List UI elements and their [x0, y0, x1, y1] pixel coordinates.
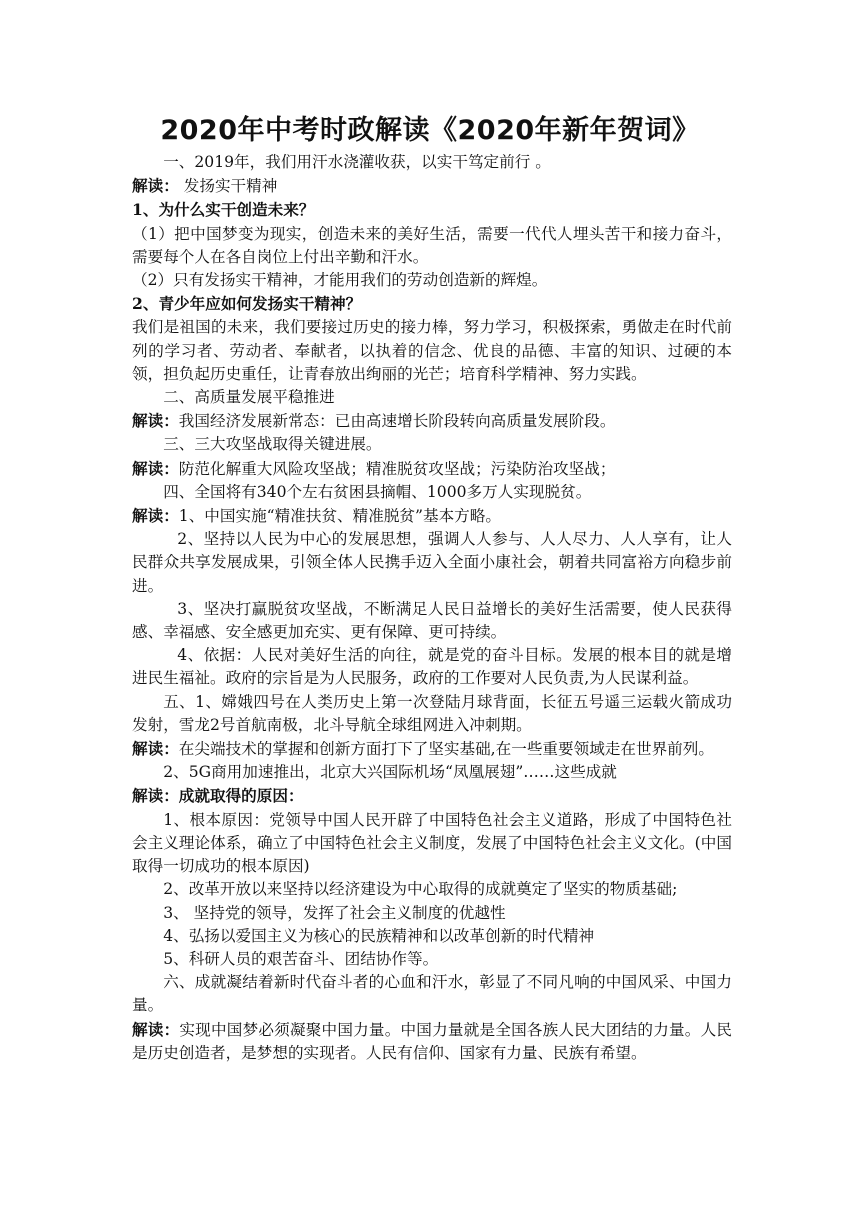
paragraph-text: 5、科研人员的艰苦奋斗、团结协作等。	[163, 949, 439, 968]
bold-text: 解读：	[132, 1019, 180, 1039]
paragraph	[132, 269, 732, 292]
bold-text: 解读：	[132, 739, 179, 759]
paragraph	[132, 784, 732, 808]
paragraph	[132, 761, 732, 784]
paragraph	[132, 292, 732, 316]
bold-text: 2、青少年应如何发扬实干精神？	[132, 294, 362, 314]
paragraph	[132, 316, 732, 386]
paragraph-text: 2、5G商用加速推出，北京大兴国际机场“凤凰展翅”……这些成就	[163, 763, 617, 782]
paragraph	[132, 528, 732, 598]
paragraph-text: （2）只有发扬实干精神，才能用我们的劳动创造新的辉煌。	[132, 271, 548, 290]
paragraph-text: （1）把中国梦变为现实，创造未来的美好生活，需要一代代人埋头苦干和接力奋斗，需要每个人在各自岗位上付出辛勤和汗水。	[132, 224, 732, 266]
paragraph	[132, 644, 732, 690]
paragraph	[132, 971, 732, 1017]
bold-text: 解读：	[132, 176, 179, 196]
paragraph-text: 4、弘扬以爱国主义为核心的民族精神和以改革创新的时代精神	[163, 926, 595, 945]
paragraph	[132, 198, 732, 222]
document-body	[132, 151, 732, 1065]
paragraph	[132, 1018, 732, 1065]
paragraph	[132, 878, 732, 901]
paragraph-text: 3、坚决打赢脱贫攻坚战，不断满足人民日益增长的美好生活需要，使人民获得感、幸福感、安全感更加充实、更有保障、更可持续。	[132, 599, 732, 642]
paragraph	[132, 737, 732, 761]
paragraph	[132, 151, 732, 174]
bold-text: 解读：	[132, 411, 179, 431]
paragraph	[132, 948, 732, 971]
paragraph	[132, 386, 732, 409]
paragraph-text: 二、高质量发展平稳推进	[163, 388, 335, 407]
paragraph	[132, 433, 732, 456]
bold-text: 1、为什么实干创造未来？	[132, 200, 315, 220]
paragraph-text: 六、成就凝结着新时代奋斗者的心血和汗水，彰显了不同凡响的中国风采、中国力量。	[132, 973, 732, 1015]
paragraph-text: 我们是祖国的未来，我们要接过历史的接力棒，努力学习，积极探索，勇做走在时代前列的学习者、劳动者、奉献者，以执着的信念、优良的品德、丰富的知识、过硬的本领，担负起历史重任，让青春放出绚丽的光芒；培育科学精神、努力实践。	[132, 318, 732, 383]
paragraph-text: 3、 坚持党的领导，发挥了社会主义制度的优越性	[163, 903, 506, 922]
paragraph-text: 我国经济发展新常态：已由高速增长阶段转向高质量发展阶段。	[178, 412, 616, 431]
paragraph	[132, 925, 732, 948]
bold-text: 解读：	[132, 506, 179, 526]
paragraph	[132, 809, 732, 879]
paragraph-text: 五、1、嫦娥四号在人类历史上第一次登陆月球背面，长征五号遥三运载火箭成功发射，雪龙2号首航南极，北斗导航全球组网进入冲刺期。	[132, 692, 732, 734]
paragraph-text: 实现中国梦必须凝聚中国力量。中国力量就是全国各族人民大团结的力量。人民是历史创造者，是梦想的实现者。人民有信仰、国家有力量、民族有希望。	[132, 1020, 732, 1062]
paragraph	[132, 457, 732, 481]
paragraph	[132, 691, 732, 737]
paragraph-text: 一、2019年，我们用汗水浇灌收获，以实干笃定前行 。	[163, 153, 551, 171]
paragraph-text: 2、改革开放以来坚持以经济建设为中心取得的成就奠定了坚实的物质基础;	[163, 880, 678, 899]
paragraph	[132, 504, 732, 528]
bold-text: 解读：成就取得的原因：	[132, 786, 304, 806]
paragraph	[132, 223, 732, 269]
paragraph	[132, 409, 732, 433]
paragraph	[132, 902, 732, 925]
paragraph-text: 2、坚持以人民为中心的发展思想，强调人人参与、人人尽力、人人享有，让人民群众共享发展成果，引领全体人民携手迈入全面小康社会，朝着共同富裕方向稳步前进。	[132, 530, 732, 595]
paragraph-text: 四、全国将有340个左右贫困县摘帽、1000多万人实现脱贫。	[163, 482, 592, 501]
bold-text: 解读：	[132, 458, 179, 478]
paragraph	[132, 174, 732, 198]
paragraph-text: 4、依据：人民对美好生活的向往，就是党的奋斗目标。发展的根本目的就是增进民生福祉。政府的宗旨是为人民服务，政府的工作要对人民负责,为人民谋利益。	[132, 646, 732, 688]
paragraph-text: 1、根本原因：党领导中国人民开辟了中国特色社会主义道路，形成了中国特色社会主义理论体系，确立了中国特色社会主义制度，发展了中国特色社会主义文化。(中国取得一切成功的根本原因)	[132, 810, 732, 876]
paragraph	[132, 598, 732, 644]
document-title: 2020年中考时政解读《2020年新年贺词》	[160, 115, 700, 146]
paragraph-text: 三、三大攻坚战取得关键进展。	[163, 435, 382, 454]
paragraph-text: 防范化解重大风险攻坚战；精准脱贫攻坚战；污染防治攻坚战；	[178, 459, 616, 478]
paragraph	[132, 481, 732, 504]
paragraph-text: 1、中国实施“精准扶贫、精准脱贫”基本方略。	[178, 507, 501, 526]
paragraph-text: 在尖端技术的掌握和创新方面打下了坚实基础,在一些重要领域走在世界前列。	[178, 740, 714, 759]
paragraph-text: 发扬实干精神	[178, 177, 278, 196]
